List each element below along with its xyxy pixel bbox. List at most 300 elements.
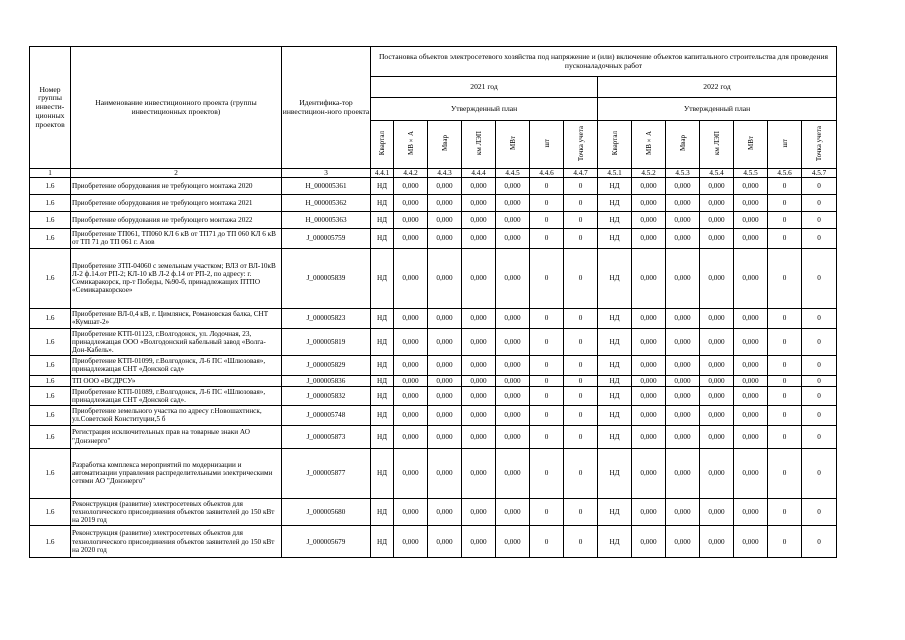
value-cell: 0,000 (700, 406, 734, 425)
project-name-cell: Приобретение КТП-01099, г.Волгодонск, Л-6 ПС «Шлюзовая», принадлежащая СНТ «Донской сад» (71, 356, 282, 375)
group-number-cell: 1.6 (30, 375, 71, 386)
value-cell: 0 (802, 406, 837, 425)
project-id-cell: H_000005363 (282, 212, 371, 229)
header-project-id: Идентифика-тор инвестицион-ного проекта (282, 47, 371, 169)
value-cell: 0,000 (734, 386, 768, 405)
value-cell: 0,000 (666, 448, 700, 498)
value-cell: 0,000 (700, 178, 734, 195)
value-cell: 0,000 (666, 356, 700, 375)
value-cell: 0,000 (428, 328, 462, 356)
value-cell: 0,000 (462, 229, 496, 248)
value-cell: 0,000 (734, 195, 768, 212)
project-name-cell: Приобретение КТП-01089, г.Волгодонск, Л-6 ПС «Шлюзовая», принадлежащая СНТ «Донской сад». (71, 386, 282, 405)
column-number: 3 (282, 169, 371, 178)
value-cell: НД (371, 195, 394, 212)
value-cell: 0,000 (394, 308, 428, 328)
header-plan-2021: Утвержденный план (371, 98, 598, 121)
subheader-2022-4 (734, 121, 768, 169)
subheader-2022-3 (700, 121, 734, 169)
group-number-cell: 1.6 (30, 386, 71, 405)
value-cell: НД (371, 526, 394, 558)
group-number-cell: 1.6 (30, 356, 71, 375)
table-row (30, 308, 837, 328)
value-cell: 0,000 (496, 448, 530, 498)
value-cell: 0,000 (428, 356, 462, 375)
value-cell: 0,000 (632, 526, 666, 558)
value-cell: 0,000 (632, 498, 666, 526)
value-cell: 0,000 (666, 375, 700, 386)
column-number: 4.5.7 (802, 169, 837, 178)
group-number-cell: 1.6 (30, 212, 71, 229)
value-cell: 0,000 (734, 356, 768, 375)
value-cell: 0,000 (462, 386, 496, 405)
column-number: 4.4.6 (530, 169, 564, 178)
value-cell: НД (598, 375, 632, 386)
value-cell: 0,000 (462, 308, 496, 328)
value-cell: 0,000 (700, 498, 734, 526)
value-cell: НД (371, 406, 394, 425)
project-id-cell: J_000005873 (282, 425, 371, 448)
column-number: 4.5.4 (700, 169, 734, 178)
project-name-cell: Приобретение КТП-01123, г.Волгодонск, ул. Лодочная, 23, принадлежащая ООО «Волгодонский кабельный завод «Волга-Дон-Кабель». (71, 328, 282, 356)
subheader-2022-2 (666, 121, 700, 169)
project-name-cell: Приобретение ЗТП-04060 с земельным участком; ВЛЗ от ВЛ-10кВ Л-2 ф.14.от РП-2; КЛ-10 кВ Л-2 ф.14 от РП-2, по адресу: г. Семикаракорск, пр-т Победы, №90-б, принадлежащих ПТПО «Семикаракорское» (71, 248, 282, 308)
column-number: 4.5.2 (632, 169, 666, 178)
value-cell: 0,000 (428, 526, 462, 558)
column-number: 4.4.5 (496, 169, 530, 178)
header-project-name: Наименование инвестиционного проекта (группы инвестиционных проектов) (71, 47, 282, 169)
value-cell: 0,000 (462, 498, 496, 526)
subheader-2022-5 (768, 121, 802, 169)
column-number: 4.5.6 (768, 169, 802, 178)
value-cell: 0,000 (700, 328, 734, 356)
table-row (30, 375, 837, 386)
value-cell: 0,000 (632, 386, 666, 405)
header-year-2021: 2021 год (371, 77, 598, 98)
value-cell: 0,000 (700, 356, 734, 375)
column-number: 4.5.3 (666, 169, 700, 178)
value-cell: 0,000 (394, 498, 428, 526)
value-cell: НД (371, 229, 394, 248)
value-cell: 0,000 (394, 212, 428, 229)
table-row (30, 526, 837, 558)
value-cell: 0 (564, 356, 598, 375)
value-cell: 0 (768, 308, 802, 328)
value-cell: 0,000 (632, 375, 666, 386)
value-cell: 0 (802, 386, 837, 405)
value-cell: 0,000 (496, 328, 530, 356)
value-cell: 0,000 (632, 448, 666, 498)
value-cell: 0,000 (700, 229, 734, 248)
value-cell: НД (598, 386, 632, 405)
value-cell: 0 (564, 448, 598, 498)
table-row (30, 195, 837, 212)
value-cell: 0 (530, 498, 564, 526)
value-cell: 0 (564, 248, 598, 308)
value-cell: 0,000 (462, 448, 496, 498)
project-id-cell: J_000005839 (282, 248, 371, 308)
subheader-label: Мвар (678, 135, 687, 152)
value-cell: 0,000 (394, 178, 428, 195)
value-cell: 0,000 (462, 212, 496, 229)
project-name-cell: Приобретение оборудования не требующего монтажа 2020 (71, 178, 282, 195)
value-cell: 0,000 (496, 212, 530, 229)
value-cell: 0 (768, 328, 802, 356)
value-cell: 0 (530, 448, 564, 498)
project-name-cell: Реконструкция (развитие) электросетевых объектов для технологического присоединения объектов заявителей до 150 кВт на 2020 год (71, 526, 282, 558)
value-cell: НД (598, 406, 632, 425)
investment-projects-table (29, 46, 837, 558)
value-cell: 0 (564, 406, 598, 425)
value-cell: 0 (564, 229, 598, 248)
value-cell: 0,000 (394, 328, 428, 356)
value-cell: НД (371, 386, 394, 405)
value-cell: 0,000 (428, 248, 462, 308)
value-cell: 0,000 (734, 212, 768, 229)
value-cell: 0 (768, 178, 802, 195)
value-cell: 0,000 (666, 425, 700, 448)
column-number: 1 (30, 169, 71, 178)
value-cell: 0 (802, 425, 837, 448)
subheader-label: Мвар (440, 135, 449, 152)
value-cell: 0,000 (462, 406, 496, 425)
group-number-cell: 1.6 (30, 498, 71, 526)
project-name-cell: Приобретение земельного участка по адресу г.Новошахтинск, ул.Советской Конституции,5 б (71, 406, 282, 425)
table-row (30, 498, 837, 526)
group-number-cell: 1.6 (30, 328, 71, 356)
value-cell: 0 (530, 248, 564, 308)
header-plan-2022: Утвержденный план (598, 98, 837, 121)
value-cell: 0 (530, 356, 564, 375)
project-id-cell: J_000005829 (282, 356, 371, 375)
value-cell: 0 (768, 448, 802, 498)
value-cell: 0 (802, 248, 837, 308)
table-row (30, 248, 837, 308)
value-cell: НД (598, 448, 632, 498)
value-cell: 0 (530, 178, 564, 195)
header-group-number: Номер группы инвести-ционных проектов (30, 47, 71, 169)
value-cell: 0 (530, 229, 564, 248)
value-cell: 0,000 (496, 425, 530, 448)
value-cell: 0,000 (700, 526, 734, 558)
project-id-cell: J_000005819 (282, 328, 371, 356)
subheader-label: Квартал (378, 131, 386, 156)
subheader-label: км ЛЭП (474, 131, 483, 156)
value-cell: 0,000 (700, 448, 734, 498)
table-row (30, 386, 837, 405)
value-cell: 0 (564, 425, 598, 448)
group-number-cell: 1.6 (30, 448, 71, 498)
value-cell: 0,000 (734, 425, 768, 448)
value-cell: НД (598, 178, 632, 195)
value-cell: 0,000 (700, 375, 734, 386)
project-name-cell: Приобретение оборудования не требующего монтажа 2021 (71, 195, 282, 212)
value-cell: 0,000 (632, 356, 666, 375)
value-cell: НД (598, 195, 632, 212)
value-cell: 0,000 (734, 308, 768, 328)
value-cell: 0,000 (462, 248, 496, 308)
value-cell: 0,000 (496, 406, 530, 425)
project-name-cell: Приобретение ВЛ-0,4 кВ, г. Цимлянск, Романовская балка, СНТ «Кумшат-2» (71, 308, 282, 328)
value-cell: 0 (802, 448, 837, 498)
value-cell: НД (598, 498, 632, 526)
value-cell: 0,000 (700, 248, 734, 308)
value-cell: 0,000 (496, 498, 530, 526)
value-cell: 0,000 (666, 498, 700, 526)
value-cell: 0 (802, 308, 837, 328)
table-row (30, 425, 837, 448)
value-cell: 0,000 (394, 425, 428, 448)
value-cell: 0,000 (632, 212, 666, 229)
project-id-cell: H_000005361 (282, 178, 371, 195)
group-number-cell: 1.6 (30, 406, 71, 425)
value-cell: 0 (768, 356, 802, 375)
value-cell: 0,000 (666, 229, 700, 248)
value-cell: 0,000 (462, 328, 496, 356)
value-cell: 0,000 (666, 328, 700, 356)
value-cell: 0,000 (394, 195, 428, 212)
value-cell: НД (598, 229, 632, 248)
value-cell: 0 (530, 375, 564, 386)
value-cell: 0,000 (462, 356, 496, 375)
value-cell: 0,000 (632, 328, 666, 356)
value-cell: НД (598, 212, 632, 229)
value-cell: 0,000 (462, 425, 496, 448)
group-number-cell: 1.6 (30, 178, 71, 195)
value-cell: 0 (802, 526, 837, 558)
project-id-cell: J_000005823 (282, 308, 371, 328)
value-cell: 0,000 (428, 448, 462, 498)
value-cell: 0 (768, 248, 802, 308)
value-cell: НД (371, 498, 394, 526)
group-number-cell: 1.6 (30, 526, 71, 558)
value-cell: 0 (802, 498, 837, 526)
subheader-label: МВт (508, 136, 517, 151)
value-cell: 0 (802, 212, 837, 229)
value-cell: 0 (530, 406, 564, 425)
value-cell: 0,000 (700, 195, 734, 212)
value-cell: 0,000 (462, 195, 496, 212)
value-cell: 0,000 (632, 248, 666, 308)
value-cell: 0 (768, 425, 802, 448)
value-cell: 0,000 (734, 229, 768, 248)
value-cell: 0,000 (394, 248, 428, 308)
value-cell: 0,000 (496, 178, 530, 195)
subheader-2021-5 (530, 121, 564, 169)
subheader-label: шт (542, 139, 551, 148)
value-cell: 0 (564, 178, 598, 195)
value-cell: 0 (802, 328, 837, 356)
table-row (30, 212, 837, 229)
value-cell: 0,000 (428, 425, 462, 448)
value-cell: 0 (564, 375, 598, 386)
value-cell: НД (371, 425, 394, 448)
value-cell: 0 (802, 375, 837, 386)
value-cell: 0 (564, 195, 598, 212)
value-cell: НД (371, 375, 394, 386)
project-name-cell: Приобретение ТП061, ТП060 КЛ 6 кВ от ТП71 до ТП 060 КЛ 6 кВ от ТП 71 до ТП 061 г. Азов (71, 229, 282, 248)
project-id-cell: J_000005836 (282, 375, 371, 386)
value-cell: 0,000 (666, 386, 700, 405)
value-cell: 0,000 (734, 375, 768, 386)
value-cell: 0 (530, 386, 564, 405)
value-cell: НД (371, 328, 394, 356)
value-cell: 0,000 (394, 229, 428, 248)
value-cell: 0,000 (394, 386, 428, 405)
subheader-2021-0 (371, 121, 394, 169)
value-cell: 0,000 (496, 308, 530, 328)
value-cell: 0,000 (666, 212, 700, 229)
project-name-cell: Регистрация исключительных прав на товарные знаки АО "Донэнерго" (71, 425, 282, 448)
value-cell: 0,000 (632, 308, 666, 328)
project-name-cell: Приобретение оборудования не требующего монтажа 2022 (71, 212, 282, 229)
value-cell: НД (371, 178, 394, 195)
value-cell: 0,000 (394, 448, 428, 498)
value-cell: 0,000 (394, 406, 428, 425)
subheader-2021-2 (428, 121, 462, 169)
value-cell: 0 (802, 229, 837, 248)
project-id-cell: J_000005679 (282, 526, 371, 558)
value-cell: 0,000 (462, 375, 496, 386)
value-cell: 0,000 (496, 248, 530, 308)
value-cell: 0 (802, 195, 837, 212)
value-cell: 0,000 (632, 229, 666, 248)
column-number: 4.5.1 (598, 169, 632, 178)
subheader-label: Квартал (610, 131, 619, 156)
project-name-cell: ТП ООО «ВСДРСУ» (71, 375, 282, 386)
project-id-cell: J_000005680 (282, 498, 371, 526)
value-cell: 0 (530, 526, 564, 558)
value-cell: НД (371, 248, 394, 308)
value-cell: 0,000 (394, 356, 428, 375)
value-cell: 0,000 (428, 375, 462, 386)
value-cell: 0,000 (734, 498, 768, 526)
value-cell: 0 (564, 386, 598, 405)
value-cell: 0,000 (700, 425, 734, 448)
value-cell: 0,000 (428, 229, 462, 248)
value-cell: 0,000 (462, 526, 496, 558)
value-cell: НД (371, 308, 394, 328)
value-cell: 0,000 (632, 406, 666, 425)
value-cell: НД (371, 212, 394, 229)
subheader-2022-1 (632, 121, 666, 169)
subheader-label: км ЛЭП (712, 131, 721, 156)
value-cell: 0,000 (632, 425, 666, 448)
project-id-cell: J_000005877 (282, 448, 371, 498)
value-cell: 0,000 (428, 498, 462, 526)
value-cell: 0,000 (496, 195, 530, 212)
value-cell: 0,000 (428, 386, 462, 405)
value-cell: 0 (768, 212, 802, 229)
column-number: 2 (71, 169, 282, 178)
value-cell: 0 (768, 195, 802, 212)
value-cell: 0,000 (666, 248, 700, 308)
value-cell: 0,000 (700, 386, 734, 405)
value-cell: 0 (564, 526, 598, 558)
investment-table-page (29, 46, 837, 558)
value-cell: 0 (802, 178, 837, 195)
project-id-cell: H_000005362 (282, 195, 371, 212)
header-year-2022: 2022 год (598, 77, 837, 98)
value-cell: 0,000 (734, 406, 768, 425)
table-row (30, 178, 837, 195)
value-cell: 0 (768, 406, 802, 425)
value-cell: 0 (802, 356, 837, 375)
subheader-label: МВт (746, 136, 755, 151)
value-cell: 0,000 (462, 178, 496, 195)
column-number: 4.4.1 (371, 169, 394, 178)
value-cell: 0,000 (734, 248, 768, 308)
table-row (30, 328, 837, 356)
subheader-2021-4 (496, 121, 530, 169)
value-cell: 0 (564, 212, 598, 229)
value-cell: 0,000 (496, 356, 530, 375)
value-cell: 0,000 (734, 178, 768, 195)
value-cell: 0,000 (632, 178, 666, 195)
value-cell: НД (598, 328, 632, 356)
subheader-2021-3 (462, 121, 496, 169)
value-cell: 0,000 (496, 375, 530, 386)
value-cell: 0,000 (734, 328, 768, 356)
value-cell: 0 (768, 229, 802, 248)
value-cell: НД (598, 526, 632, 558)
group-number-cell: 1.6 (30, 308, 71, 328)
subheader-label: Точка учета (576, 125, 585, 161)
subheader-2021-6 (564, 121, 598, 169)
value-cell: 0,000 (496, 229, 530, 248)
value-cell: НД (371, 356, 394, 375)
value-cell: 0,000 (632, 195, 666, 212)
value-cell: 0,000 (428, 406, 462, 425)
project-id-cell: J_000005759 (282, 229, 371, 248)
value-cell: 0,000 (394, 526, 428, 558)
value-cell: 0 (530, 212, 564, 229)
group-number-cell: 1.6 (30, 425, 71, 448)
subheader-label: МВ×А (406, 131, 415, 156)
value-cell: 0 (768, 526, 802, 558)
column-number: 4.5.5 (734, 169, 768, 178)
value-cell: 0,000 (428, 212, 462, 229)
value-cell: 0,000 (428, 178, 462, 195)
subheader-2022-6 (802, 121, 837, 169)
column-number: 4.4.7 (564, 169, 598, 178)
value-cell: НД (598, 425, 632, 448)
value-cell: 0 (768, 386, 802, 405)
subheader-label: Точка учета (815, 125, 823, 161)
value-cell: 0,000 (496, 386, 530, 405)
header-commissioning: Постановка объектов электросетевого хозяйства под напряжение и (или) включение объектов капитального строительства для проведения пусконаладочных работ (371, 47, 837, 77)
group-number-cell: 1.6 (30, 229, 71, 248)
value-cell: 0,000 (734, 526, 768, 558)
project-id-cell: J_000005748 (282, 406, 371, 425)
value-cell: 0,000 (428, 195, 462, 212)
subheader-2022-0 (598, 121, 632, 169)
table-row (30, 448, 837, 498)
value-cell: 0,000 (428, 308, 462, 328)
value-cell: 0 (530, 308, 564, 328)
value-cell: 0,000 (666, 526, 700, 558)
value-cell: 0,000 (700, 308, 734, 328)
value-cell: 0,000 (666, 195, 700, 212)
value-cell: 0,000 (734, 448, 768, 498)
subheader-label: МВ×А (644, 131, 653, 156)
column-number: 4.4.3 (428, 169, 462, 178)
group-number-cell: 1.6 (30, 195, 71, 212)
group-number-cell: 1.6 (30, 248, 71, 308)
column-number: 4.4.4 (462, 169, 496, 178)
value-cell: НД (598, 248, 632, 308)
value-cell: 0 (564, 308, 598, 328)
